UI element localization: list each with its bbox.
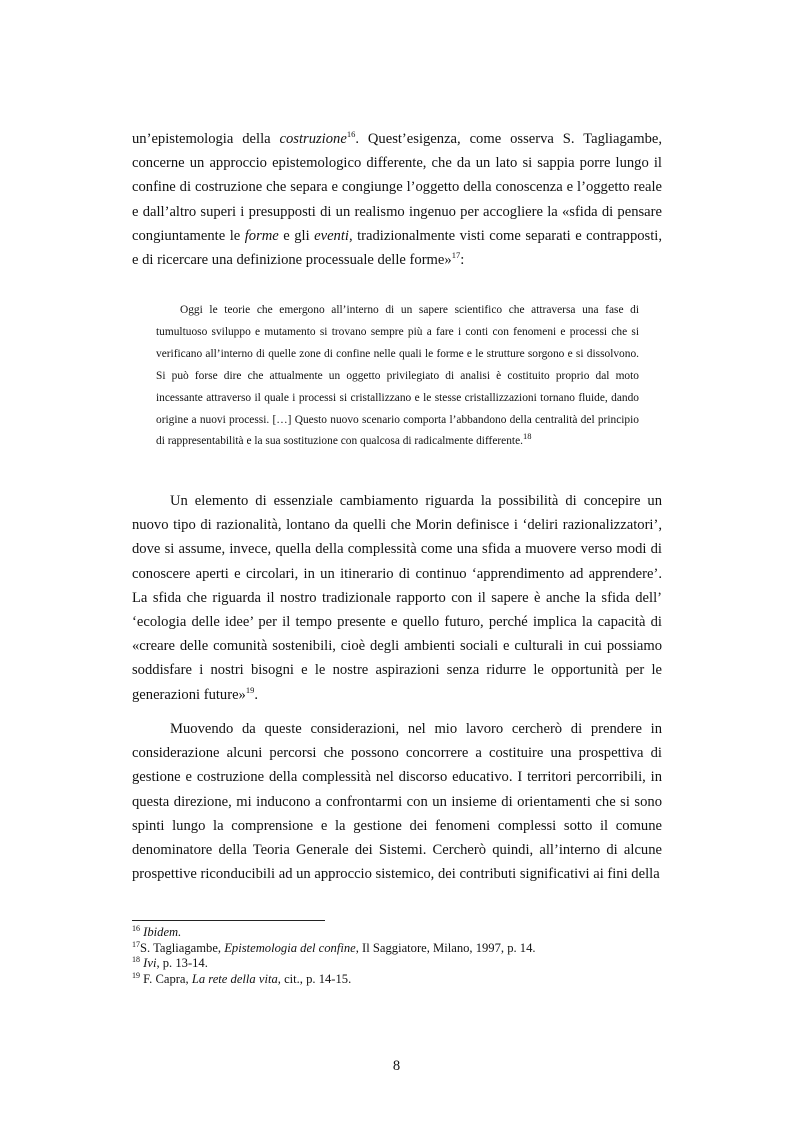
paragraph-1 xyxy=(132,127,662,272)
footnote-ref-18[interactable]: 18 xyxy=(523,431,532,442)
footnotes-list xyxy=(132,925,662,987)
paragraph-3 xyxy=(132,717,662,886)
paragraph-text: Un elemento di essenziale cambiamento riguarda la possibilità di concepire un nuovo tipo di razionalità, lontano da quelli che Morin definisce i ‘deliri razionalizzatori’, dove si assume, invece, quella della complessità come una sfida a muovere verso modi di conoscere aperti e circolari, in un itinerario di continuo ‘apprendimento ad apprendere’. La sfida che riguarda il nostro tradizionale rapporto con il sapere è anche la sfida dell’ ‘ecologia delle idee’ per il tempo presente e quello futuro, perché implica la capacità di «creare delle comunità sostenibili, cioè degli ambienti sociali e culturali in cui possiamo soddisfare i nostri bisogni e le nostre aspirazioni senza ridurre le opportunità per le generazioni future» xyxy=(132,493,662,703)
paragraph-text: . xyxy=(254,686,259,703)
quote-text: Oggi le teorie che emergono all’interno di un sapere scientifico che attraversa una fase di tumultuoso sviluppo e mutamento si trovano sempre più a fare i conti con fenomeni e processi che si verificano all’interno di quelle zone di confine nelle quali le forme e le strutture sorgono e si dissolvono. Si può forse dire che attualmente un oggetto privilegiato di analisi è costituito proprio dal moto incessante attraverso il quale i processi si cristallizzano e le stesse cristallizzazioni tornano fluide, dando origine a nuovi processi. […] Questo nuovo scenario comporta l’abbandono della centralità del principio di rappresentabilità e la sua sostituzione con qualcosa di radicalmente differente. xyxy=(156,304,639,448)
footnote-text: , cit., p. 14-15. xyxy=(277,971,352,986)
footnote-ref-17[interactable]: 17 xyxy=(451,250,461,261)
paragraph-text: e gli xyxy=(278,227,315,244)
footnote-text: S. Tagliagambe, xyxy=(140,940,225,955)
footnote-number: 18 xyxy=(132,955,140,964)
footnote-text: F. Capra, xyxy=(143,971,192,986)
page-number: 8 xyxy=(392,1058,401,1074)
footnote-ref-16[interactable]: 16 xyxy=(346,129,356,140)
footnote-18 xyxy=(132,956,662,972)
footnote-number: 19 xyxy=(132,970,140,980)
paragraph-text: un’epistemologia della xyxy=(132,131,280,147)
emphasis-text: costruzione xyxy=(279,131,347,147)
footnote-number: 17 xyxy=(132,939,140,949)
paragraph-text: . Quest’esigenza, come osserva S. Tagliagambe, concerne un approccio epistemologico differente, che da un lato si sappia porre lungo il confine di costruzione che separa e congiunge l’oggetto della conoscenza e l’oggetto reale e dall’altro superi i presupposti di un realismo ingenuo per accogliere la «sfida di pensare congiuntamente le xyxy=(132,131,662,244)
footnote-title: Ivi xyxy=(143,956,157,971)
paragraph-text: : xyxy=(460,252,465,269)
footnote-title: La rete della vita xyxy=(191,971,278,986)
footnote-title: Epistemologia del confine xyxy=(224,940,356,955)
footnote-16 xyxy=(132,925,662,941)
emphasis-text: forme xyxy=(244,227,279,244)
footnote-19 xyxy=(132,972,662,988)
block-quote xyxy=(156,300,639,453)
paragraph-text: , tradizionalmente visti come separati e contrapposti, e di ricercare una definizione processuale delle forme» xyxy=(132,227,662,269)
paragraph-2 xyxy=(132,489,662,707)
footnote-title: Ibidem. xyxy=(143,925,182,939)
footnote-ref-19[interactable]: 19 xyxy=(245,684,255,695)
footnote-text: , Il Saggiatore, Milano, 1997, p. 14. xyxy=(355,940,536,955)
footnote-text: , p. 13-14. xyxy=(156,956,208,971)
footnote-17 xyxy=(132,941,662,957)
emphasis-text: eventi xyxy=(314,227,349,244)
footnote-number: 16 xyxy=(132,923,140,933)
footnote-separator xyxy=(132,920,325,921)
paragraph-text: Muovendo da queste considerazioni, nel mio lavoro cercherò di prendere in considerazione alcuni percorsi che possono concorrere a costituire una prospettiva di gestione e costruzione della complessità nel discorso educativo. I territori percorribili, in questa direzione, mi inducono a confrontarmi con un insieme di orientamenti che si sono spinti lungo la comprensione e la gestione dei fenomeni complessi sotto il comune denominatore della Teoria Generale dei Sistemi. Cercherò quindi, all’interno di alcune prospettive riconducibili ad un approccio sistemico, dei contributi significativi ai fini della xyxy=(132,721,662,883)
